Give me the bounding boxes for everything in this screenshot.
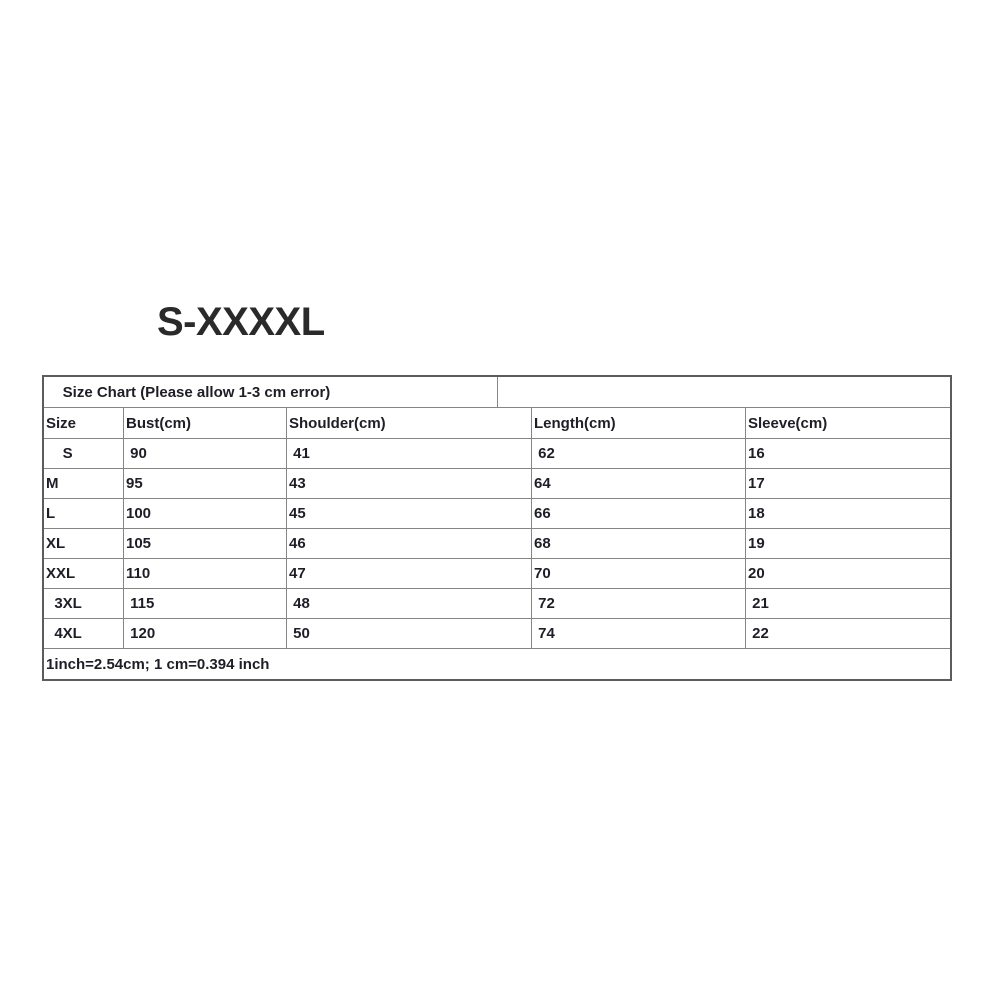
cell-shoulder: 46 — [286, 529, 531, 558]
table-footnote: 1inch=2.54cm; 1 cm=0.394 inch — [44, 648, 950, 679]
table-caption-spacer — [497, 377, 950, 407]
cell-bust: 110 — [123, 559, 286, 588]
cell-shoulder: 48 — [286, 589, 531, 618]
cell-bust: 105 — [123, 529, 286, 558]
cell-size: S — [46, 445, 73, 462]
column-header-length: Length(cm) — [531, 408, 745, 438]
cell-size: M — [46, 475, 59, 492]
table-row-4xl — [44, 618, 950, 648]
size-chart-table — [42, 375, 952, 681]
column-header-size: Size — [46, 414, 77, 432]
table-row-l — [44, 498, 950, 528]
column-header-bust: Bust(cm) — [123, 408, 286, 438]
cell-bust: 95 — [123, 469, 286, 498]
cell-size: XXL — [46, 565, 76, 582]
table-header-row — [44, 407, 950, 438]
cell-size: XL — [46, 535, 66, 552]
cell-bust: 100 — [123, 499, 286, 528]
cell-bust: 90 — [123, 439, 286, 468]
cell-size: 4XL — [46, 625, 82, 642]
cell-bust: 120 — [123, 619, 286, 648]
table-row-3xl — [44, 588, 950, 618]
cell-bust: 115 — [123, 589, 286, 618]
cell-shoulder: 41 — [286, 439, 531, 468]
cell-size: 3XL — [46, 595, 82, 612]
cell-sleeve: 19 — [745, 529, 950, 558]
table-row-xxl — [44, 558, 950, 588]
table-caption-row — [44, 377, 950, 407]
cell-sleeve: 22 — [745, 619, 950, 648]
column-header-shoulder: Shoulder(cm) — [286, 408, 531, 438]
cell-length: 74 — [531, 619, 745, 648]
cell-length: 64 — [531, 469, 745, 498]
cell-sleeve: 20 — [745, 559, 950, 588]
cell-sleeve: 17 — [745, 469, 950, 498]
cell-shoulder: 45 — [286, 499, 531, 528]
cell-sleeve: 18 — [745, 499, 950, 528]
table-row-m — [44, 468, 950, 498]
table-row-xl — [44, 528, 950, 558]
cell-length: 70 — [531, 559, 745, 588]
table-caption: Size Chart (Please allow 1-3 cm error) — [46, 383, 331, 401]
cell-length: 72 — [531, 589, 745, 618]
column-header-sleeve: Sleeve(cm) — [745, 408, 950, 438]
cell-sleeve: 21 — [745, 589, 950, 618]
page-title: S-XXXXL — [157, 300, 325, 344]
cell-size: L — [46, 505, 56, 522]
cell-shoulder: 47 — [286, 559, 531, 588]
cell-sleeve: 16 — [745, 439, 950, 468]
cell-length: 66 — [531, 499, 745, 528]
cell-length: 68 — [531, 529, 745, 558]
cell-shoulder: 43 — [286, 469, 531, 498]
cell-shoulder: 50 — [286, 619, 531, 648]
table-row-s — [44, 438, 950, 468]
cell-length: 62 — [531, 439, 745, 468]
